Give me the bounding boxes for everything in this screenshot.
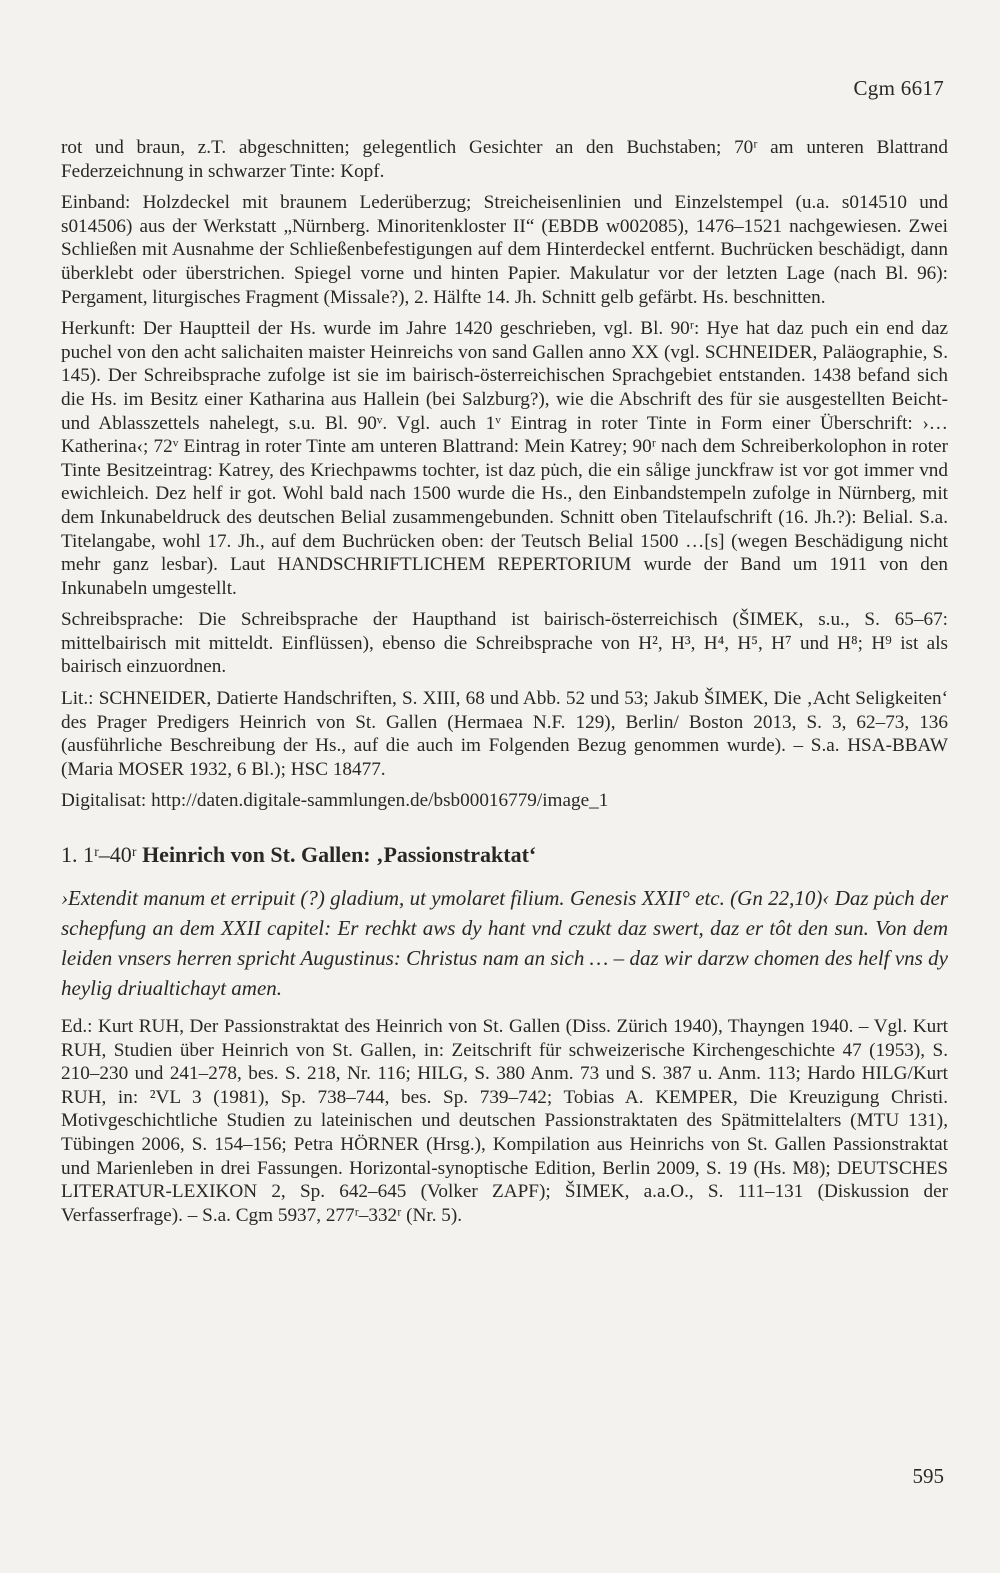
incipit-text: [61, 883, 948, 1003]
digitalisat-link[interactable]: Digitalisat: http://daten.digitale-sammlungen.de/bsb00016779/image_1: [61, 790, 609, 812]
page-number: 595: [912, 1464, 944, 1488]
section-title: Heinrich von St. Gallen: ‚Passionstraktat‘: [142, 842, 537, 868]
description-paragraph-language: Schreibsprache: Die Schreibsprache der Haupthand ist bairisch-österreichisch (ŠIMEK, s.u., S. 65–67: mittelbairisch mit mitteldt. Einflüssen), ebenso die Schreibsprache von H², H³, H⁴, H⁵, H⁷ und H⁸; H⁹ ist als bairisch einzuordnen.: [61, 609, 948, 678]
description-paragraph-decoration: rot und braun, z.T. abgeschnitten; gelegentlich Gesichter an den Buchstaben; 70ʳ am unteren Blattrand Federzeichnung in schwarzer Tinte: Kopf.: [61, 137, 948, 182]
description-paragraph-literature: Lit.: SCHNEIDER, Datierte Handschriften, S. XIII, 68 und Abb. 52 und 53; Jakub ŠIMEK, Die ‚Acht Seligkeiten‘ des Prager Predigers Heinrich von St. Gallen (Hermaea N.F. 129), Berlin/ Boston 2013, S. 3, 62–73, 136 (ausführliche Beschreibung der Hs., auf die auch im Folgenden Bezug genommen wurde). – S.a. HSA-BBAW (Maria MOSER 1932, 6 Bl.); HSC 18477.: [61, 688, 948, 780]
section-number-folios: 1. 1ʳ–40ʳ: [61, 842, 137, 868]
shelfmark-header: Cgm 6617: [853, 76, 944, 100]
incipit-italic: ›Extendit manum et erripuit (?) gladium, ut ymolaret filium. Genesis XXII° etc. (Gn 22,10)‹ Daz pu̇ch der schepfung an dem XXII capitel: Er rechkt aws dy hant vnd czukt daz swert, daz er tôt den sun. Von dem leiden vnsers herren spricht Augustinus: Christus nam an sich … – daz wir darzw chomen des helf vns dy heylig driualtichayt amen.: [61, 886, 948, 1001]
description-paragraph-binding: Einband: Holzdeckel mit braunem Lederüberzug; Streicheisenlinien und Einzelstempel (u.a. s014510 und s014506) aus der Werkstatt „Nürnberg. Minoritenkloster II“ (EBDB w002085), 1476–1521 nachgewiesen. Zwei Schließen mit Ausnahme der Schließenbefestigungen auf dem Hinterdeckel entfernt. Buchrücken beschädigt, dann überklebt oder überstrichen. Spiegel vorne und hinten Papier. Makulatur vor der letzten Lage (nach Bl. 96): Pergament, liturgisches Fragment (Missale?), 2. Hälfte 14. Jh. Schnitt gelb gefärbt. Hs. beschnitten.: [61, 192, 948, 308]
page-content: [61, 136, 948, 1235]
description-paragraph-provenance: Herkunft: Der Hauptteil der Hs. wurde im Jahre 1420 geschrieben, vgl. Bl. 90ʳ: Hye hat daz puch ein end daz puchel von den acht salichaiten maister Heinreichs von sand Gallen anno XX (vgl. SCHNEIDER, Paläographie, S. 145). Der Schreibsprache zufolge ist sie im bairisch-österreichischen Sprachgebiet entstanden. 1438 befand sich die Hs. im Besitz einer Katharina aus Hallein (bei Salzburg?), wie die Abschrift des für sie ausgestellten Beicht- und Ablasszettels nahelegt, s.u. Bl. 90ᵛ. Vgl. auch 1ᵛ Eintrag in roter Tinte in Form einer Überschrift: ›… Katherina‹; 72ᵛ Eintrag in roter Tinte am unteren Blattrand: Mein Katrey; 90ʳ nach dem Schreiberkolophon in roter Tinte Besitzeintrag: Katrey, des Kriechpawms tochter, ist daz pu̇ch, die ein sålige junckfraw ist vor got immer vnd ewichleich. Dez helf ir got. Wohl bald nach 1500 wurde die Hs., den Einbandstempeln zufolge in Nürnberg, mit dem Inkunabeldruck des deutschen Belial zusammengebunden. Schnitt oben Titelaufschrift (16. Jh.?): Belial. S.a. Titelangabe, wohl 17. Jh., auf dem Buchrücken oben: der Teutsch Belial 1500 …[s] (wegen Beschädigung nicht mehr ganz lesbar). Laut HANDSCHRIFTLICHEM REPERTORIUM wurde der Band um 1911 von den Inkunabeln umgestellt.: [61, 318, 948, 599]
section-heading: [61, 841, 948, 869]
edition-paragraph: Ed.: Kurt RUH, Der Passionstraktat des Heinrich von St. Gallen (Diss. Zürich 1940), Thayngen 1940. – Vgl. Kurt RUH, Studien über Heinrich von St. Gallen, in: Zeitschrift für schweizerische Kirchengeschichte 47 (1953), S. 210–230 und 241–278, bes. S. 218, Nr. 116; HILG, S. 380 Anm. 73 und S. 387 u. Anm. 113; Hardo HILG/Kurt RUH, in: ²VL 3 (1981), Sp. 738–744, bes. Sp. 739–742; Tobias A. KEMPER, Die Kreuzigung Christi. Motivgeschichtliche Studien zu lateinischen und deutschen Passionstraktaten des Spätmittelalters (MTU 131), Tübingen 2006, S. 154–156; Petra HÖRNER (Hrsg.), Kompilation aus Heinrichs von St. Gallen Passionstraktat und Marienleben in drei Fassungen. Horizontal-synoptische Edition, Berlin 2009, S. 19 (Hs. M8); DEUTSCHES LITERATUR-LEXIKON 2, Sp. 642–645 (Volker ZAPF); ŠIMEK, a.a.O., S. 111–131 (Diskussion der Verfasserfrage). – S.a. Cgm 5937, 277ʳ–332ʳ (Nr. 5).: [61, 1016, 948, 1226]
